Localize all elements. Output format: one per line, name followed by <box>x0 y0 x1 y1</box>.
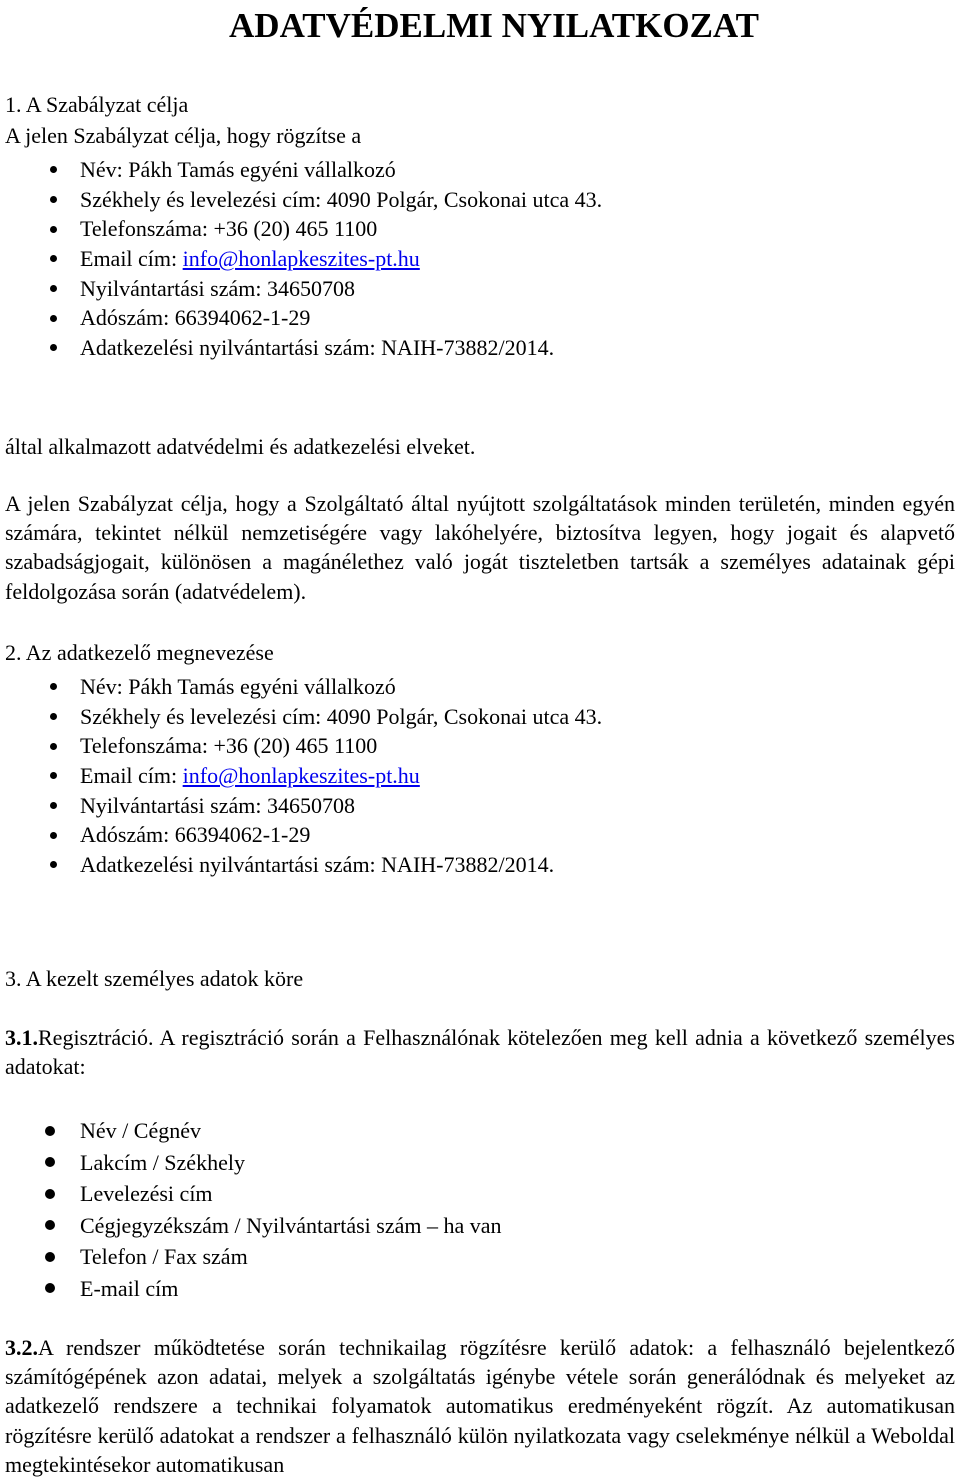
section-1-closing: által alkalmazott adatvédelmi és adatkezelési elveket. <box>5 434 476 459</box>
bullet-icon <box>50 683 57 690</box>
bullet-icon <box>45 1283 55 1293</box>
list-item: E-mail cím <box>0 1273 502 1305</box>
list-item: Név: Pákh Tamás egyéni vállalkozó <box>0 672 602 702</box>
section-3-1-paragraph <box>5 1023 955 1081</box>
section-1-contact-list <box>0 155 602 363</box>
list-item: Nyilvántartási szám: 34650708 <box>0 791 602 821</box>
list-item: Adószám: 66394062-1-29 <box>0 820 602 850</box>
bullet-icon <box>50 743 57 750</box>
bullet-icon <box>45 1252 55 1262</box>
section-1-heading: 1. A Szabályzat célja <box>5 92 189 117</box>
list-item: Székhely és levelezési cím: 4090 Polgár, Csokonai utca 43. <box>0 185 602 215</box>
list-item: Telefonszáma: +36 (20) 465 1100 <box>0 214 602 244</box>
section-3-1-title: Regisztráció. <box>38 1025 154 1050</box>
section-3-2-text: A rendszer működtetése során technikailag rögzítésre kerülő adatok: a felhasználó bejelentkező számítógépének azon adatai, melyek a szolgáltatás igénybe vétele során generálódnak és melyeket az adatkezelő rendszere a technikai folyamatok automatikus eredményeként rögzít. Az automatikusan rögzítésre kerülő adatokat a rendszer a felhasználó külön nyilatkozata vagy cselekménye nélkül a Weboldal megtekintésekor automatikusan <box>5 1335 955 1477</box>
list-item: Telefonszáma: +36 (20) 465 1100 <box>0 731 602 761</box>
bullet-icon <box>50 713 57 720</box>
list-item: Adatkezelési nyilvántartási szám: NAIH-73882/2014. <box>0 333 602 363</box>
list-item: Cégjegyzékszám / Nyilvántartási szám – ha van <box>0 1210 502 1242</box>
section-3-1-label: 3.1. <box>5 1025 38 1050</box>
list-item: Levelezési cím <box>0 1178 502 1210</box>
section-3-2-label: 3.2. <box>5 1335 38 1360</box>
list-item: Név / Cégnév <box>0 1115 502 1147</box>
bullet-icon <box>50 832 57 839</box>
section-2-contact-list <box>0 672 602 880</box>
bullet-icon <box>45 1189 55 1199</box>
bullet-icon <box>50 226 57 233</box>
bullet-icon <box>50 255 57 262</box>
bullet-icon <box>50 166 57 173</box>
list-item: Adószám: 66394062-1-29 <box>0 303 602 333</box>
section-3-heading: 3. A kezelt személyes adatok köre <box>5 966 304 991</box>
section-2-heading: 2. Az adatkezelő megnevezése <box>5 640 274 665</box>
list-item: Email cím: info@honlapkeszites-pt.hu <box>0 244 602 274</box>
bullet-icon <box>50 861 57 868</box>
bullet-icon <box>45 1126 55 1136</box>
email-link[interactable]: info@honlapkeszites-pt.hu <box>182 246 420 272</box>
list-item: Székhely és levelezési cím: 4090 Polgár, Csokonai utca 43. <box>0 702 602 732</box>
list-item: Telefon / Fax szám <box>0 1241 502 1273</box>
email-link[interactable]: info@honlapkeszites-pt.hu <box>182 763 420 789</box>
bullet-icon <box>50 772 57 779</box>
bullet-icon <box>45 1157 55 1167</box>
bullet-icon <box>45 1220 55 1230</box>
section-3-2-paragraph <box>5 1333 955 1479</box>
section-3-data-list <box>0 1115 502 1304</box>
section-3-1-text: A regisztráció során a Felhasználónak kötelezően meg kell adnia a következő személyes adatokat: <box>5 1025 955 1080</box>
bullet-icon <box>50 344 57 351</box>
bullet-icon <box>50 196 57 203</box>
list-item: Név: Pákh Tamás egyéni vállalkozó <box>0 155 602 185</box>
list-item: Nyilvántartási szám: 34650708 <box>0 274 602 304</box>
list-item: Adatkezelési nyilvántartási szám: NAIH-73882/2014. <box>0 850 602 880</box>
bullet-icon <box>50 285 57 292</box>
list-item: Lakcím / Székhely <box>0 1147 502 1179</box>
bullet-icon <box>50 315 57 322</box>
section-1-intro: A jelen Szabályzat célja, hogy rögzítse a <box>5 123 362 148</box>
document-title: ADATVÉDELMI NYILATKOZAT <box>229 6 759 45</box>
section-1-paragraph: A jelen Szabályzat célja, hogy a Szolgáltató által nyújtott szolgáltatások minden területén, minden egyén számára, tekintet nélkül nemzetiségére vagy lakóhelyére, biztosítva legyen, hogy jogait és alapvető szabadságjogait, különösen a magánélethez való jogát tiszteletben tartsák a személyes adatainak gépi feldolgozása során (adatvédelem). <box>5 491 955 604</box>
bullet-icon <box>50 802 57 809</box>
list-item: Email cím: info@honlapkeszites-pt.hu <box>0 761 602 791</box>
